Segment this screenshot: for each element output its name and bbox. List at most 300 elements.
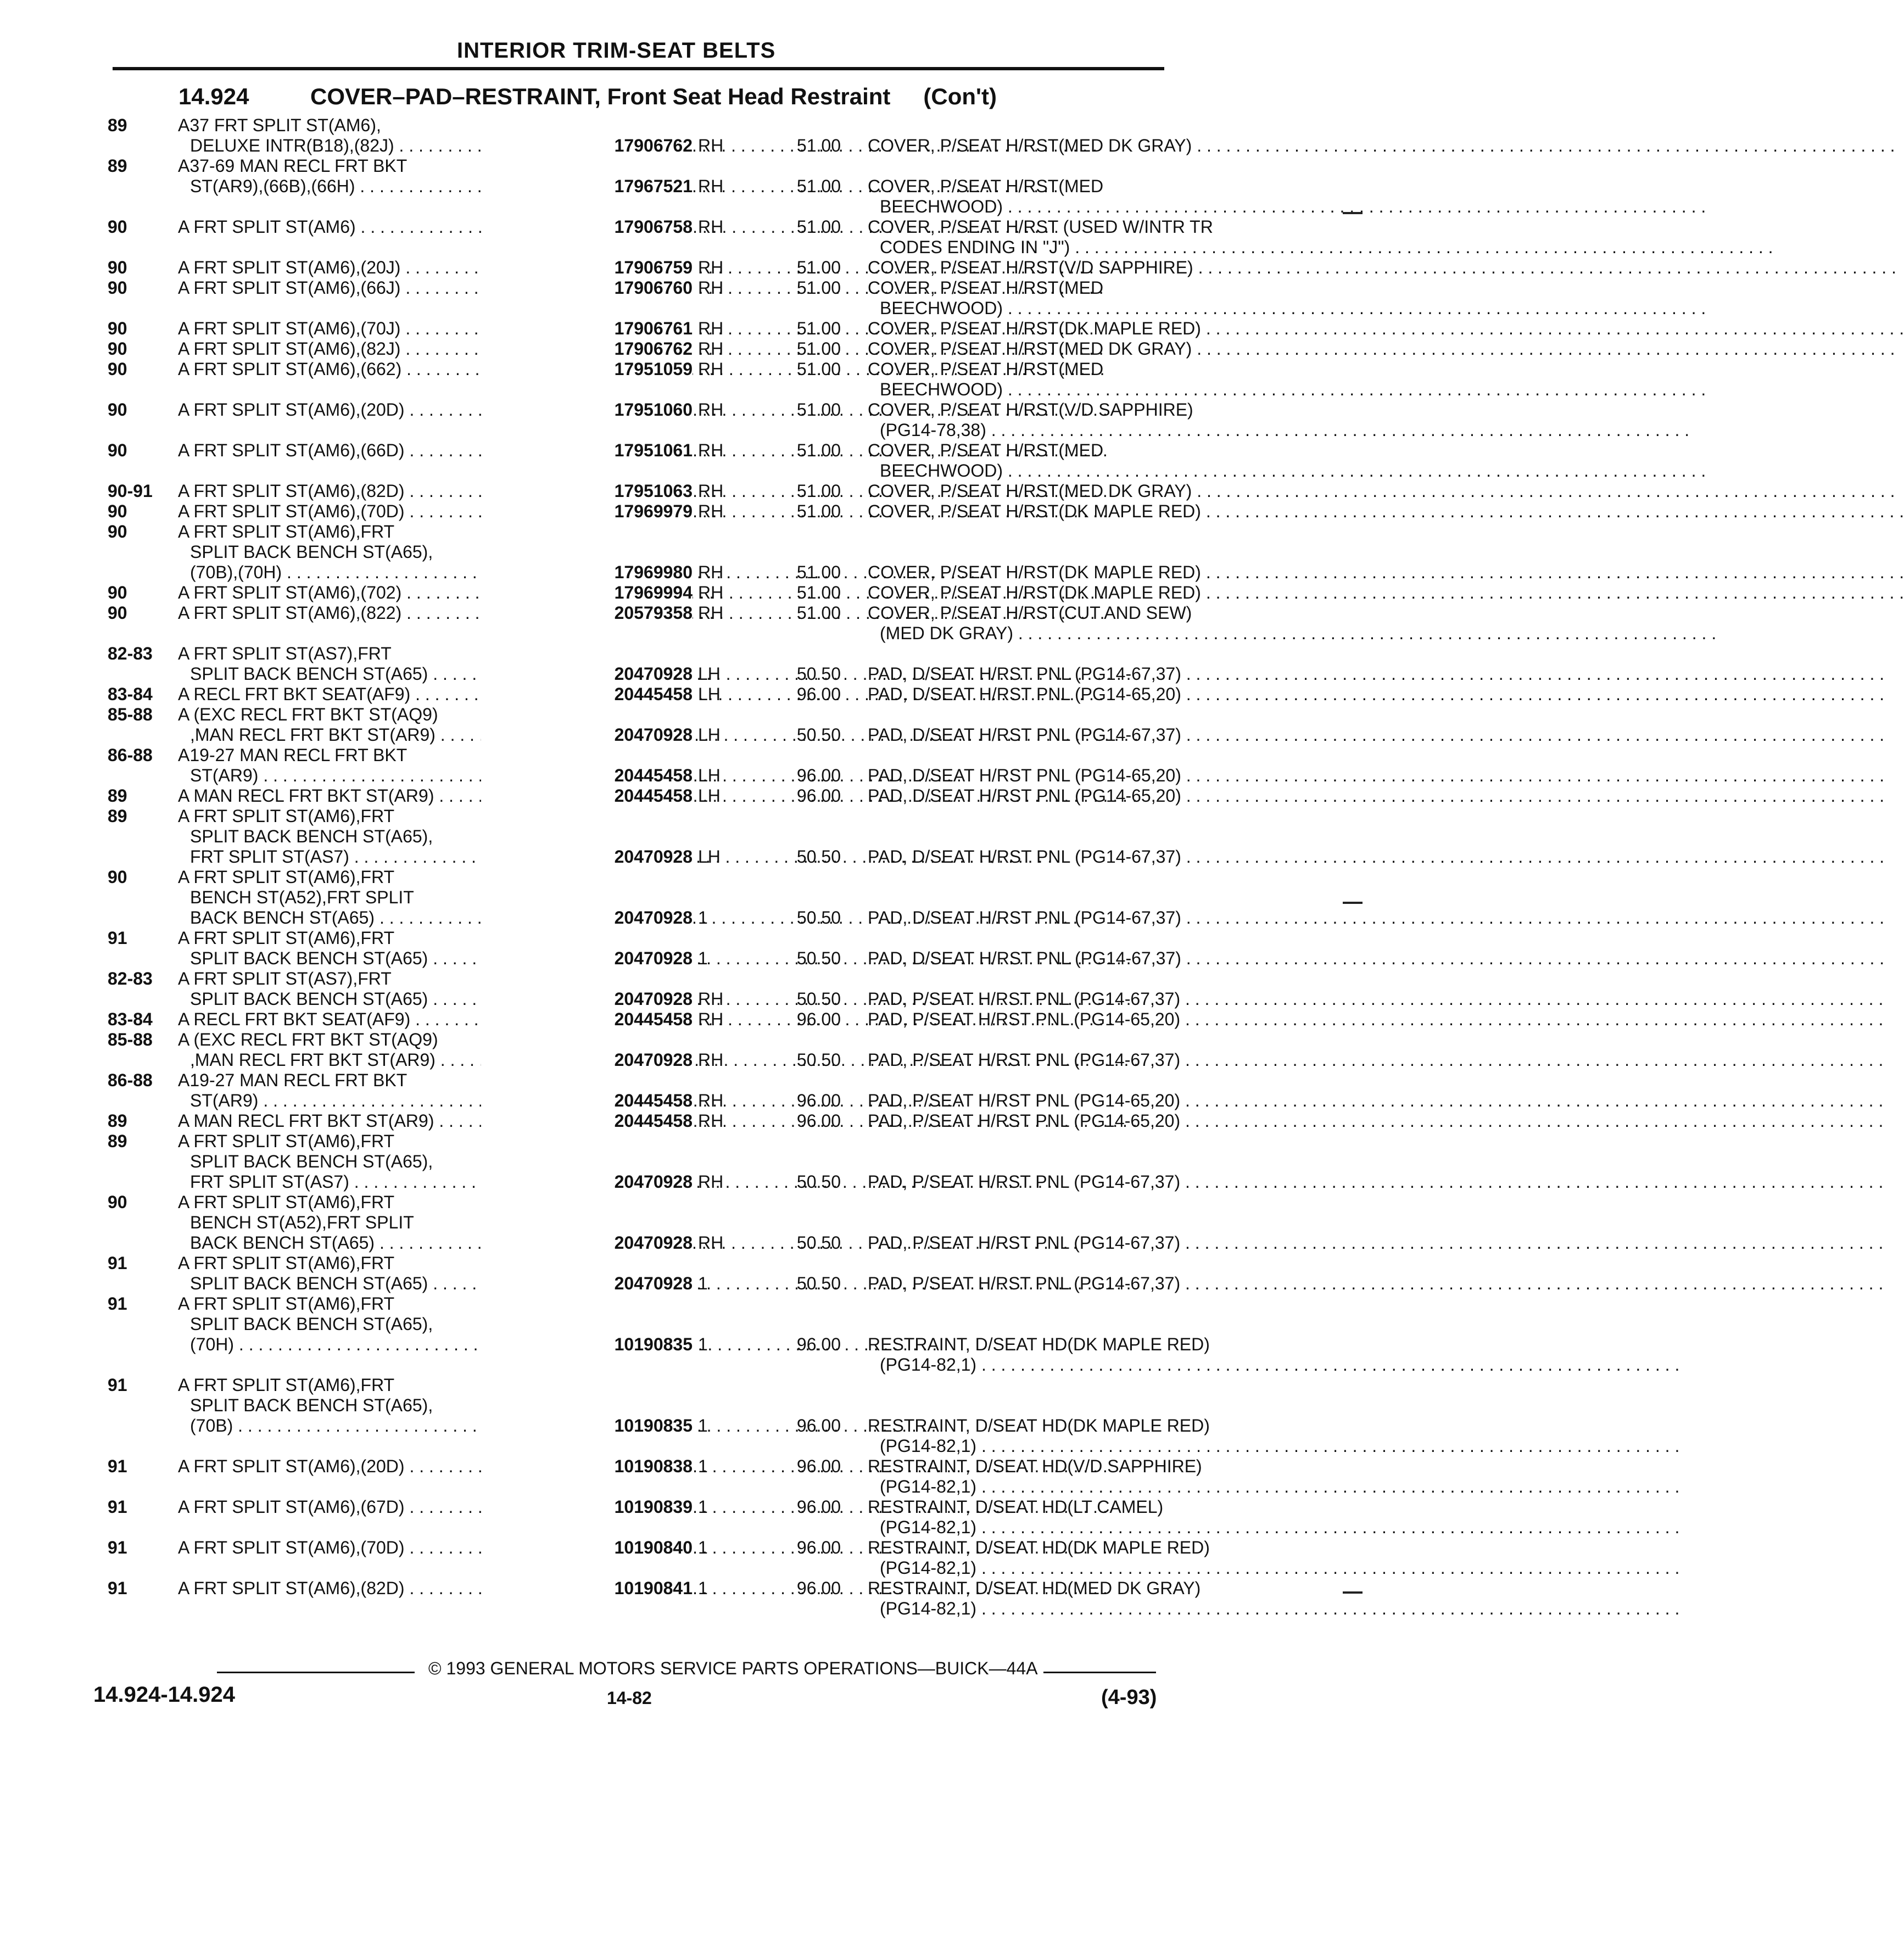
- part-description: COVER, P/SEAT H/RST(CUT AND SEW): [868, 603, 1192, 623]
- application-description: A FRT SPLIT ST(AM6),FRT: [178, 867, 395, 887]
- model-year: 86-88: [108, 1070, 153, 1090]
- application-description: A FRT SPLIT ST(AM6),(82D) . . .: [178, 1578, 576, 1599]
- table-row: [108, 1558, 1170, 1578]
- table-row: [108, 1578, 1201, 1599]
- list-price: 50.50: [796, 989, 841, 1009]
- part-description: RESTRAINT, D/SEAT HD(MED DK GRAY): [868, 1578, 1201, 1598]
- part-number: 20470928: [481, 908, 693, 928]
- table-row: [108, 1416, 1210, 1436]
- part-description: RESTRAINT, D/SEAT HD(DK MAPLE RED): [868, 1416, 1210, 1435]
- application-description: (70H) . . .: [178, 1334, 576, 1355]
- list-price: 96.00: [796, 1497, 841, 1517]
- part-description: CODES ENDING IN "J") . . .: [759, 237, 1170, 258]
- table-row: [108, 1213, 1170, 1233]
- table-row: [108, 1152, 1170, 1172]
- quantity: 1: [698, 1538, 708, 1557]
- quantity: LH: [698, 786, 721, 806]
- quantity: RH: [698, 1050, 724, 1070]
- list-price: 50.50: [796, 725, 841, 745]
- application-description: A FRT SPLIT ST(AM6),(662) . . .: [178, 359, 576, 379]
- footer-copyright: © 1993 GENERAL MOTORS SERVICE PARTS OPERATIONS—BUICK—44A: [423, 1658, 1043, 1679]
- quantity: RH: [698, 136, 724, 155]
- part-description: COVER, P/SEAT H/RST(MED DK GRAY) . . .: [759, 481, 1170, 501]
- part-description: COVER, P/SEAT H/RST(V/D SAPPHIRE) . . .: [759, 258, 1170, 278]
- quantity: LH: [698, 847, 721, 867]
- model-year: 90: [108, 217, 127, 237]
- list-price: 96.00: [796, 766, 841, 785]
- application-description: A37-69 MAN RECL FRT BKT: [178, 156, 407, 176]
- part-number: 17951060: [481, 400, 693, 420]
- table-row: [108, 258, 1193, 278]
- part-number: 20470928: [481, 1273, 693, 1294]
- quantity: RH: [698, 278, 724, 298]
- application-description: A FRT SPLIT ST(AM6),(82J) . . .: [178, 339, 576, 359]
- application-description: A RECL FRT BKT SEAT(AF9) . . .: [178, 1009, 576, 1030]
- table-row: [108, 1314, 1170, 1334]
- application-description: SPLIT BACK BENCH ST(A65) . . .: [178, 664, 576, 684]
- quantity: RH: [698, 603, 724, 623]
- application-description: SPLIT BACK BENCH ST(A65),: [190, 1152, 433, 1171]
- table-row: [108, 156, 1170, 176]
- model-year: 90: [108, 278, 127, 298]
- list-price: 96.00: [796, 1334, 841, 1354]
- quantity: 1: [698, 1456, 708, 1476]
- quantity: 1: [698, 1273, 708, 1293]
- model-year: 91: [108, 1456, 127, 1476]
- list-price: 50.50: [796, 664, 841, 684]
- table-row: [108, 1497, 1170, 1517]
- table-row: [108, 319, 1201, 339]
- table-row: [108, 1599, 1170, 1619]
- part-description: PAD, P/SEAT H/RST PNL (PG14-67,37) . . .: [759, 1172, 1170, 1192]
- quantity: RH: [698, 1009, 724, 1029]
- application-description: ST(AR9) . . .: [178, 1091, 576, 1111]
- list-price: 51.00: [796, 603, 841, 623]
- table-row: [108, 1355, 1170, 1375]
- table-row: [108, 1192, 1170, 1213]
- parts-listing: [108, 115, 1213, 1619]
- model-year: 90: [108, 339, 127, 359]
- margin-mark: [1343, 902, 1363, 904]
- table-row: [108, 1131, 1170, 1152]
- list-price: 50.50: [796, 1172, 841, 1192]
- part-description: (PG14-82,1) . . .: [759, 1355, 1170, 1375]
- part-number: 20445458: [481, 1111, 693, 1131]
- model-year: 91: [108, 1294, 127, 1314]
- list-price: 51.00: [796, 319, 841, 338]
- model-year: 89: [108, 806, 127, 826]
- margin-mark: [1343, 1591, 1363, 1594]
- quantity: LH: [698, 684, 721, 704]
- table-row: [108, 969, 1170, 989]
- table-row: [108, 339, 1192, 359]
- list-price: 51.00: [796, 501, 841, 521]
- table-row: [108, 1111, 1181, 1131]
- list-price: 50.50: [796, 847, 841, 867]
- part-description: PAD, P/SEAT H/RST PNL (PG14-65,20) . . .: [759, 1091, 1170, 1111]
- model-year: 91: [108, 928, 127, 948]
- application-description: A (EXC RECL FRT BKT ST(AQ9): [178, 1030, 438, 1049]
- part-description: RESTRAINT, D/SEAT HD(DK MAPLE RED): [868, 1334, 1210, 1354]
- part-number: 17951061: [481, 440, 693, 461]
- part-number: 20445458: [481, 786, 693, 806]
- part-description: COVER, P/SEAT H/RST(V/D SAPPHIRE): [868, 400, 1193, 420]
- table-row: [108, 664, 1181, 684]
- part-number: 20470928: [481, 1172, 693, 1192]
- model-year: 90: [108, 603, 127, 623]
- quantity: RH: [698, 1091, 724, 1110]
- part-description: (PG14-82,1) . . .: [759, 1477, 1170, 1497]
- application-description: A FRT SPLIT ST(AM6),(822) . . .: [178, 603, 576, 623]
- application-description: FRT SPLIT ST(AS7) . . .: [178, 1172, 576, 1192]
- model-year: 89: [108, 786, 127, 806]
- application-description: FRT SPLIT ST(AS7) . . .: [178, 847, 576, 867]
- table-row: [108, 745, 1170, 766]
- application-description: SPLIT BACK BENCH ST(A65),: [190, 542, 433, 562]
- table-row: [108, 989, 1181, 1009]
- table-row: [108, 115, 1170, 136]
- application-description: A RECL FRT BKT SEAT(AF9) . . .: [178, 684, 576, 705]
- quantity: LH: [698, 725, 721, 745]
- application-description: A FRT SPLIT ST(AM6),FRT: [178, 522, 395, 541]
- application-description: A37 FRT SPLIT ST(AM6),: [178, 115, 381, 135]
- application-description: DELUXE INTR(B18),(82J) . . .: [178, 136, 576, 156]
- table-row: [108, 298, 1170, 319]
- table-row: [108, 278, 1170, 298]
- table-row: [108, 766, 1181, 786]
- model-year: 89: [108, 115, 127, 135]
- application-description: A FRT SPLIT ST(AM6),(702) . . .: [178, 583, 576, 603]
- application-description: BACK BENCH ST(A65) . . .: [178, 908, 576, 928]
- application-description: A19-27 MAN RECL FRT BKT: [178, 745, 407, 765]
- part-number: 10190835: [481, 1416, 693, 1436]
- quantity: LH: [698, 664, 721, 684]
- part-description: PAD, D/SEAT H/RST PNL (PG14-67,37) . . .: [759, 664, 1170, 684]
- application-description: SPLIT BACK BENCH ST(A65),: [190, 826, 433, 846]
- quantity: RH: [698, 339, 724, 359]
- part-number: 17906760: [481, 278, 693, 298]
- table-row: [108, 887, 1170, 908]
- list-price: 96.00: [796, 684, 841, 704]
- table-row: [108, 1294, 1170, 1314]
- part-number: 20470928: [481, 664, 693, 684]
- model-year: 90: [108, 501, 127, 521]
- application-description: A FRT SPLIT ST(AM6),(66J) . . .: [178, 278, 576, 298]
- section-continued: (Con't): [923, 83, 997, 109]
- part-description: COVER, P/SEAT H/RST(MED: [868, 176, 1104, 196]
- model-year: 90: [108, 583, 127, 602]
- application-description: ,MAN RECL FRT BKT ST(AR9) . . .: [178, 1050, 576, 1070]
- quantity: RH: [698, 217, 724, 237]
- model-year: 90: [108, 440, 127, 460]
- section-number: 14.924: [178, 83, 249, 109]
- table-row: [108, 826, 1170, 847]
- model-year: 90: [108, 1192, 127, 1212]
- table-row: [108, 867, 1170, 887]
- application-description: BENCH ST(A52),FRT SPLIT: [190, 1213, 414, 1232]
- table-row: [108, 359, 1170, 379]
- part-description: RESTRAINT, D/SEAT HD(DK MAPLE RED): [868, 1538, 1210, 1557]
- model-year: 91: [108, 1375, 127, 1395]
- table-row: [108, 684, 1181, 705]
- quantity: RH: [698, 481, 724, 501]
- list-price: 51.00: [796, 562, 841, 582]
- application-description: A FRT SPLIT ST(AM6) . . .: [178, 217, 576, 237]
- list-price: 51.00: [796, 440, 841, 460]
- application-description: A FRT SPLIT ST(AM6),FRT: [178, 1192, 395, 1212]
- table-row: [108, 420, 1170, 440]
- table-row: [108, 847, 1181, 867]
- table-row: [108, 176, 1170, 197]
- table-row: [108, 1334, 1210, 1355]
- part-description: PAD, D/SEAT H/RST PNL (PG14-65,20) . . .: [759, 684, 1170, 705]
- table-row: [108, 562, 1201, 583]
- model-year: 85-88: [108, 1030, 153, 1049]
- quantity: 1: [698, 1497, 708, 1517]
- quantity: 1: [698, 1334, 708, 1354]
- application-description: A FRT SPLIT ST(AM6),(70D) . . .: [178, 1538, 576, 1558]
- model-year: 85-88: [108, 705, 153, 724]
- table-row: [108, 1091, 1181, 1111]
- part-number: 17906761: [481, 319, 693, 339]
- model-year: 83-84: [108, 684, 153, 704]
- part-number: 20470928: [481, 948, 693, 969]
- list-price: 96.00: [796, 1091, 841, 1110]
- table-row: [108, 400, 1193, 420]
- part-number: 20445458: [481, 1091, 693, 1111]
- application-description: A19-27 MAN RECL FRT BKT: [178, 1070, 407, 1090]
- part-number: 17906762: [481, 339, 693, 359]
- application-description: (70B) . . .: [178, 1416, 576, 1436]
- application-description: A FRT SPLIT ST(AM6),FRT: [178, 806, 395, 826]
- table-row: [108, 1395, 1170, 1416]
- part-description: PAD, D/SEAT H/RST PNL (PG14-67,37) . . .: [759, 725, 1170, 745]
- list-price: 51.00: [796, 583, 841, 602]
- application-description: ,MAN RECL FRT BKT ST(AR9) . . .: [178, 725, 576, 745]
- part-number: 17906762: [481, 136, 693, 156]
- model-year: 91: [108, 1497, 127, 1517]
- application-description: A FRT SPLIT ST(AM6),(67D) . . .: [178, 1497, 576, 1517]
- part-description: COVER, P/SEAT H/RST(MED DK GRAY) . . .: [759, 136, 1170, 156]
- application-description: A FRT SPLIT ST(AM6),(20D) . . .: [178, 1456, 576, 1477]
- list-price: 96.00: [796, 1111, 841, 1131]
- part-number: 17967521: [481, 176, 693, 197]
- model-year: 86-88: [108, 745, 153, 765]
- page-header: INTERIOR TRIM-SEAT BELTS: [457, 38, 776, 63]
- part-number: 17906759: [481, 258, 693, 278]
- quantity: RH: [698, 562, 724, 582]
- quantity: RH: [698, 1172, 724, 1192]
- section-name: COVER–PAD–RESTRAINT, Front Seat Head Restraint: [310, 83, 891, 109]
- model-year: 91: [108, 1578, 127, 1598]
- part-number: 10190835: [481, 1334, 693, 1355]
- table-row: [108, 603, 1192, 623]
- model-year: 82-83: [108, 969, 153, 988]
- quantity: 1: [698, 908, 708, 928]
- quantity: 1: [698, 1416, 708, 1435]
- quantity: RH: [698, 1111, 724, 1131]
- table-row: [108, 1009, 1181, 1030]
- part-number: 10190841: [481, 1578, 693, 1599]
- table-row: [108, 1273, 1181, 1294]
- table-row: [108, 1070, 1170, 1091]
- part-number: 17969994: [481, 583, 693, 603]
- quantity: RH: [698, 501, 724, 521]
- application-description: A FRT SPLIT ST(AM6),(66D) . . .: [178, 440, 576, 461]
- application-description: SPLIT BACK BENCH ST(A65) . . .: [178, 948, 576, 969]
- part-number: 17951063: [481, 481, 693, 501]
- table-row: [108, 1436, 1170, 1456]
- model-year: 89: [108, 1111, 127, 1131]
- model-year: 89: [108, 1131, 127, 1151]
- application-description: A (EXC RECL FRT BKT ST(AQ9): [178, 705, 438, 724]
- part-description: (PG14-82,1) . . .: [759, 1517, 1170, 1538]
- quantity: RH: [698, 176, 724, 196]
- part-number: 17906758: [481, 217, 693, 237]
- quantity: RH: [698, 989, 724, 1009]
- list-price: 96.00: [796, 1009, 841, 1029]
- part-number: 20445458: [481, 684, 693, 705]
- application-description: A FRT SPLIT ST(AM6),(20J) . . .: [178, 258, 576, 278]
- quantity: RH: [698, 359, 724, 379]
- list-price: 96.00: [796, 1538, 841, 1557]
- part-number: 20445458: [481, 766, 693, 786]
- part-description: RESTRAINT, D/SEAT HD(LT CAMEL): [868, 1497, 1164, 1517]
- section-title: [178, 83, 997, 110]
- model-year: 90-91: [108, 481, 153, 501]
- table-row: [108, 786, 1181, 806]
- application-description: BACK BENCH ST(A65) . . .: [178, 1233, 576, 1253]
- model-year: 90: [108, 867, 127, 887]
- part-number: 20445458: [481, 1009, 693, 1030]
- quantity: 1: [698, 948, 708, 968]
- table-row: [108, 1456, 1202, 1477]
- part-description: (MED DK GRAY) . . .: [759, 623, 1170, 644]
- part-description: COVER, P/SEAT H/RST(DK MAPLE RED) . . .: [759, 501, 1170, 522]
- part-description: BEECHWOOD) . . .: [759, 197, 1170, 217]
- part-number: 17951059: [481, 359, 693, 379]
- table-row: [108, 542, 1170, 562]
- part-description: PAD, D/SEAT H/RST PNL (PG14-65,20) . . .: [759, 786, 1170, 806]
- model-year: 82-83: [108, 644, 153, 663]
- list-price: 50.50: [796, 1233, 841, 1253]
- list-price: 51.00: [796, 339, 841, 359]
- list-price: 51.00: [796, 176, 841, 196]
- table-row: [108, 908, 1181, 928]
- table-row: [108, 948, 1181, 969]
- table-row: [108, 1538, 1210, 1558]
- application-description: ST(AR9) . . .: [178, 766, 576, 786]
- table-row: [108, 501, 1201, 522]
- list-price: 96.00: [796, 786, 841, 806]
- table-row: [108, 644, 1170, 664]
- table-row: [108, 197, 1170, 217]
- header-rule: [113, 67, 1164, 70]
- list-price: 50.50: [796, 1273, 841, 1293]
- part-description: COVER, P/SEAT H/RST(MED DK GRAY) . . .: [759, 339, 1170, 359]
- application-description: A FRT SPLIT ST(AM6),(70J) . . .: [178, 319, 576, 339]
- application-description: A FRT SPLIT ST(AM6),FRT: [178, 928, 395, 948]
- quantity: RH: [698, 258, 724, 277]
- part-number: 10190838: [481, 1456, 693, 1477]
- model-year: 90: [108, 522, 127, 541]
- quantity: RH: [698, 1233, 724, 1253]
- table-row: [108, 1233, 1181, 1253]
- list-price: 96.00: [796, 1578, 841, 1598]
- model-year: 90: [108, 258, 127, 277]
- table-row: [108, 1172, 1181, 1192]
- model-year: 90: [108, 319, 127, 338]
- footer-section-range: 14.924-14.924: [93, 1683, 236, 1707]
- table-row: [108, 583, 1201, 603]
- part-description: PAD, P/SEAT H/RST PNL (PG14-67,37) . . .: [759, 1050, 1170, 1070]
- table-row: [108, 1477, 1170, 1497]
- application-description: (70B),(70H) . . .: [178, 562, 576, 583]
- part-description: PAD, P/SEAT H/RST PNL (PG14-67,37) . . .: [759, 989, 1170, 1009]
- list-price: 50.50: [796, 908, 841, 928]
- part-description: PAD, D/SEAT H/RST PNL (PG14-65,20) . . .: [759, 766, 1170, 786]
- part-description: COVER, P/SEAT H/RST(DK MAPLE RED) . . .: [759, 562, 1170, 583]
- part-description: (PG14-82,1) . . .: [759, 1599, 1170, 1619]
- footer-copyright-band: [107, 1658, 1170, 1680]
- application-description: A MAN RECL FRT BKT ST(AR9) . . .: [178, 786, 576, 806]
- model-year: 90: [108, 359, 127, 379]
- part-number: 20470928: [481, 989, 693, 1009]
- part-description: RESTRAINT, D/SEAT HD(V/D SAPPHIRE): [868, 1456, 1202, 1476]
- application-description: BENCH ST(A52),FRT SPLIT: [190, 887, 414, 907]
- application-description: A MAN RECL FRT BKT ST(AR9) . . .: [178, 1111, 576, 1131]
- list-price: 51.00: [796, 217, 841, 237]
- part-description: COVER, P/SEAT H/RST (USED W/INTR TR: [868, 217, 1213, 237]
- table-row: [108, 1030, 1170, 1050]
- table-row: [108, 1375, 1170, 1395]
- part-number: 17969979: [481, 501, 693, 522]
- quantity: 1: [698, 1578, 708, 1598]
- table-row: [108, 461, 1170, 481]
- part-number: 20579358: [481, 603, 693, 623]
- application-description: SPLIT BACK BENCH ST(A65) . . .: [178, 1273, 576, 1294]
- part-description: PAD, D/SEAT H/RST PNL (PG14-67,37) . . .: [759, 908, 1170, 928]
- part-number: 20470928: [481, 725, 693, 745]
- quantity: RH: [698, 440, 724, 460]
- model-year: 89: [108, 156, 127, 176]
- application-description: A FRT SPLIT ST(AM6),(82D) . . .: [178, 481, 576, 501]
- table-row: [108, 440, 1170, 461]
- application-description: A FRT SPLIT ST(AM6),FRT: [178, 1131, 395, 1151]
- model-year: 91: [108, 1538, 127, 1557]
- margin-mark: [1343, 212, 1363, 214]
- list-price: 51.00: [796, 359, 841, 379]
- table-row: [108, 705, 1170, 725]
- part-number: 20470928: [481, 1050, 693, 1070]
- table-row: [108, 217, 1213, 237]
- part-description: COVER, P/SEAT H/RST(MED: [868, 359, 1104, 379]
- table-row: [108, 237, 1170, 258]
- application-description: A FRT SPLIT ST(AM6),(20D) . . .: [178, 400, 576, 420]
- part-number: 10190840: [481, 1538, 693, 1558]
- part-description: BEECHWOOD) . . .: [759, 298, 1170, 319]
- application-description: SPLIT BACK BENCH ST(A65) . . .: [178, 989, 576, 1009]
- quantity: RH: [698, 583, 724, 602]
- table-row: [108, 725, 1181, 745]
- model-year: 91: [108, 1253, 127, 1273]
- table-row: [108, 481, 1192, 501]
- list-price: 51.00: [796, 400, 841, 420]
- part-description: COVER, P/SEAT H/RST(MED: [868, 278, 1104, 298]
- part-description: COVER, P/SEAT H/RST(MED: [868, 440, 1104, 460]
- application-description: A FRT SPLIT ST(AM6),FRT: [178, 1253, 395, 1273]
- model-year: 90: [108, 400, 127, 420]
